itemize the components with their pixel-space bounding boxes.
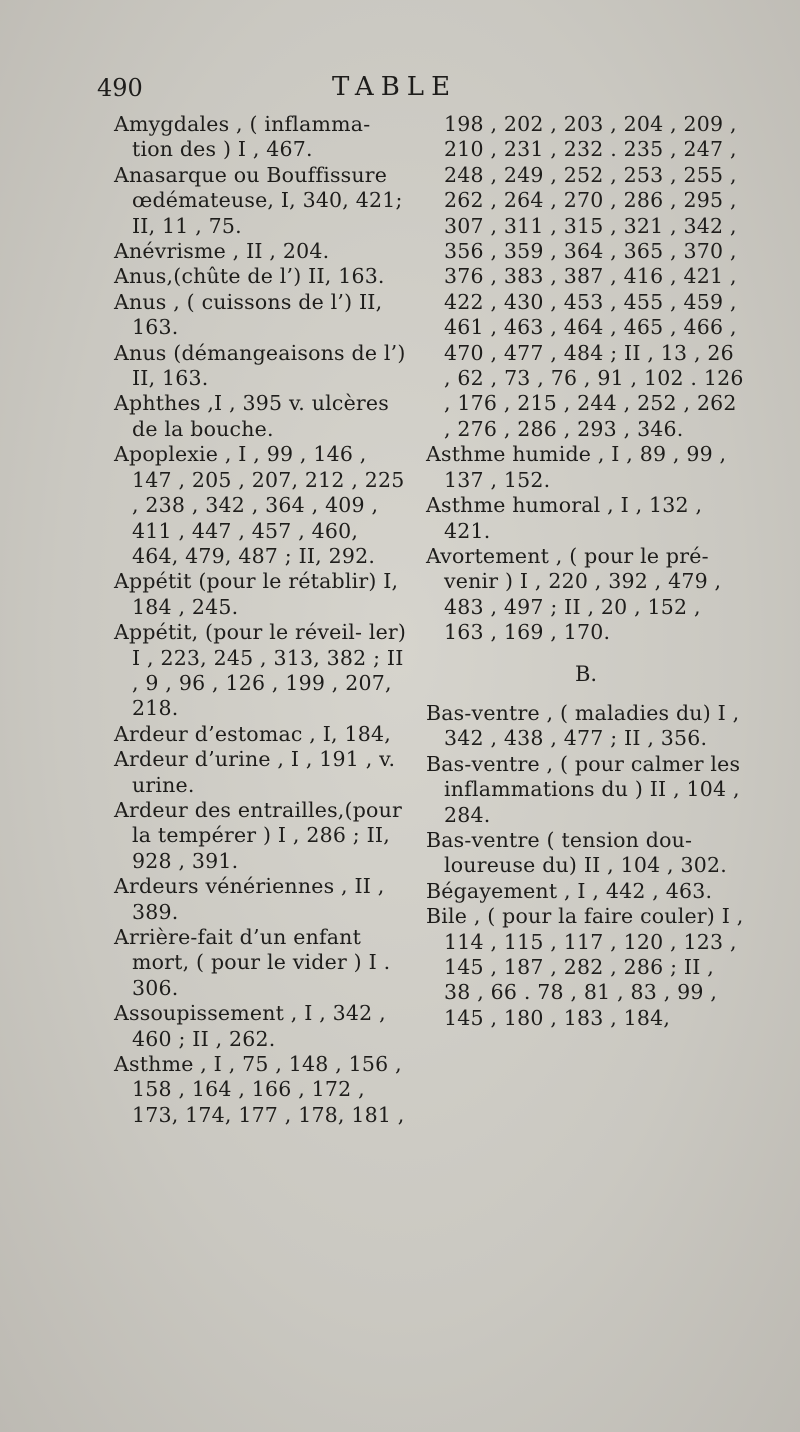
index-entry: Anus (démangeaisons de l’) II, 163. xyxy=(114,340,406,391)
index-entry: Ardeur d’urine , I , 191 , v. urine. xyxy=(114,747,396,797)
section-letter: B. xyxy=(574,661,598,686)
index-entry: Appétit (pour le rétablir) I, 184 , 245. xyxy=(114,569,399,619)
index-entry: Bas-ventre ( tension dou- loureuse du) II , 104 , 302. xyxy=(426,827,727,878)
left-column xyxy=(114,112,410,1128)
index-entry: Anus,(chûte de l’) II, 163. xyxy=(114,264,385,289)
index-entry: Avortement , ( pour le pré- venir ) I , 220 , 392 , 479 , 483 , 497 ; II , 20 , 152 , 163 , 169 , 170. xyxy=(426,543,722,645)
index-entry-continuation: 198 , 202 , 203 , 204 , 209 , 210 , 231 , 232 . 235 , 247 , 248 , 249 , 252 , 253 , 255 , 262 , 264 , 270 , 286 , 295 , 307 , 311 , 315 , 321 , 342 , 356 , 359 , 364 , 365 , 370 , 376 , 383 , 387 , 416 , 421 , 422 , 430 , 453 , 455 , 459 , 461 , 463 , 464 , 465 , 466 , 470 , 477 , 484 ; II , 13 , 26 , 62 , 73 , 76 , 91 , 102 . 126 , 176 , 215 , 244 , 252 , 262 , 276 , 286 , 293 , 346. xyxy=(444,112,744,441)
index-entry: Anasarque ou Bouffissure œdémateuse, I, 340, 421; II, 11 , 75. xyxy=(114,162,403,238)
running-head: TABLE xyxy=(332,72,458,102)
index-entry: Bégayement , I , 442 , 463. xyxy=(426,878,713,903)
index-entry: Ardeur des entrailles,(pour la tempérer ) I , 286 ; II, 928 , 391. xyxy=(114,797,402,873)
index-entry: Asthme , I , 75 , 148 , 156 , 158 , 164 , 166 , 172 , 173, 174, 177 , 178, 181 , xyxy=(114,1052,405,1127)
index-entry: Appétit, (pour le réveil- ler) I , 223, 245 , 313, 382 ; II , 9 , 96 , 126 , 199 , 207, 218. xyxy=(114,620,407,721)
index-entry: Aphthes ,I , 395 v. ulcères de la bouche. xyxy=(114,391,389,441)
index-entry: Asthme humoral , I , 132 , 421. xyxy=(426,493,703,543)
index-entry: Asthme humide , I , 89 , 99 , 137 , 152. xyxy=(426,442,727,492)
index-entry: Ardeur d’estomac , I, 184, xyxy=(114,721,391,746)
page-number: 490 xyxy=(97,74,143,102)
index-entry: Anévrisme , II , 204. xyxy=(114,239,330,264)
index-entry: Bas-ventre , ( pour calmer les inflammations du ) II , 104 , 284. xyxy=(426,751,741,827)
index-entry: Apoplexie , I , 99 , 146 , 147 , 205 , 207, 212 , 225 , 238 , 342 , 364 , 409 , 411 , 447 , 457 , 460, 464, 479, 487 ; II, 292. xyxy=(114,442,405,568)
right-column xyxy=(426,112,746,1031)
index-entry: Arrière-fait d’un enfant mort, ( pour le vider ) I . 306. xyxy=(114,925,391,1000)
index-entry: Ardeurs vénériennes , II , 389. xyxy=(114,874,385,924)
index-entry: Amygdales , ( inflamma- tion des ) I , 467. xyxy=(114,112,371,162)
index-entry: Bas-ventre , ( maladies du) I , 342 , 438 , 477 ; II , 356. xyxy=(426,700,740,751)
index-entry: Assoupissement , I , 342 , 460 ; II , 262. xyxy=(114,1001,386,1051)
index-entry: Anus , ( cuissons de l’) II, 163. xyxy=(114,289,383,340)
index-entry: Bile , ( pour la faire couler) I , 114 , 115 , 117 , 120 , 123 , 145 , 187 , 282 , 286 ; II , 38 , 66 . 78 , 81 , 83 , 99 , 145 , 180 , 183 , 184, xyxy=(426,904,744,1030)
